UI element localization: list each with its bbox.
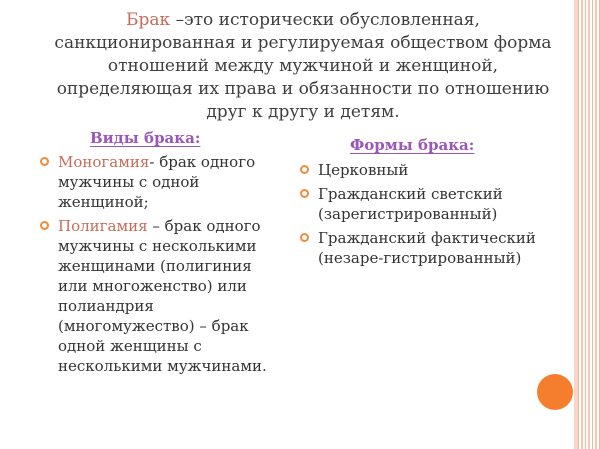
definition-term: Брак <box>126 10 171 30</box>
list-item-civil-registered <box>300 184 550 224</box>
bullet-icon <box>40 157 49 166</box>
polygamy-term: Полигамия <box>58 217 148 235</box>
bullet-icon <box>300 189 309 198</box>
forms-of-marriage-list <box>300 160 550 272</box>
list-item-church <box>300 160 550 180</box>
polygamy-text: – брак одного мужчины с несколькими женщинами (полигиния или многоженство) или полиандрия (многомужество) – брак одной женщины с несколькими мужчинами. <box>58 217 267 375</box>
types-of-marriage-heading: Виды брака: <box>90 129 201 147</box>
bullet-icon <box>300 165 309 174</box>
monogamy-term: Моногамия <box>58 153 150 171</box>
form-church-text: Церковный <box>318 161 409 179</box>
form-civil-registered-text: Гражданский светский (зарегистрированный) <box>318 185 503 223</box>
definition-text: –это исторически обусловленная, санкционированная и регулируемая обществом форма отношений между мужчиной и женщиной, определяющая их права и обязанности по отношению друг к другу и детям. <box>54 10 552 122</box>
definition-paragraph <box>38 9 568 124</box>
forms-of-marriage-heading: Формы брака: <box>350 136 475 154</box>
types-of-marriage-list <box>40 152 285 380</box>
bullet-icon <box>300 233 309 242</box>
bullet-icon <box>40 221 49 230</box>
list-item-monogamy <box>40 152 285 212</box>
list-item-polygamy <box>40 216 285 376</box>
list-item-civil-actual <box>300 228 550 268</box>
decorative-circle <box>537 374 573 410</box>
monogamy-text: - брак одного мужчины с одной женщиной; <box>58 153 256 211</box>
decorative-side-stripes <box>574 0 600 449</box>
form-civil-actual-text: Гражданский фактический (незаре-гистрированный) <box>318 229 536 267</box>
